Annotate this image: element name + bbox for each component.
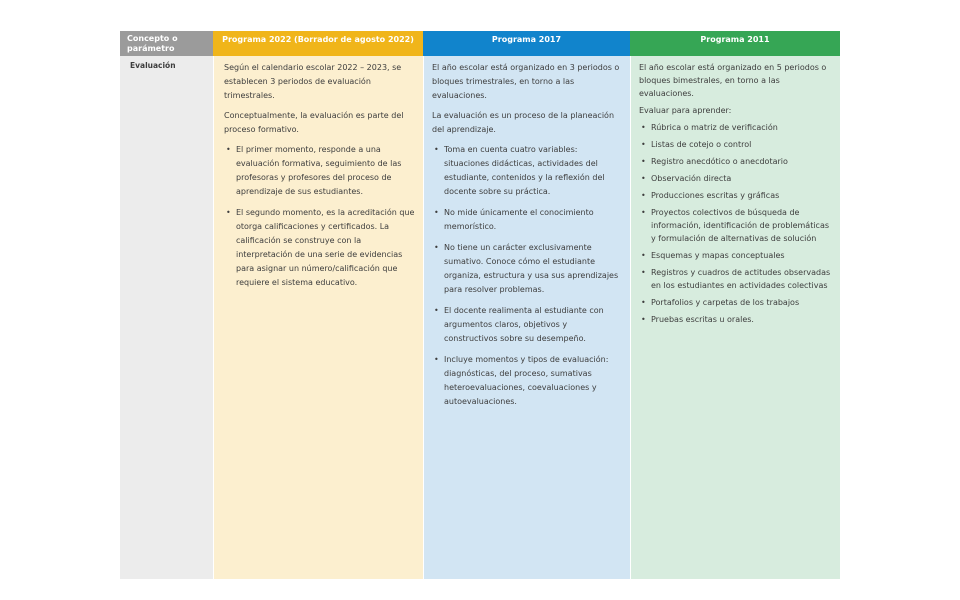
header-programa-2017: Programa 2017 (423, 31, 630, 56)
p2011-bullet: • Observación directa (639, 172, 832, 185)
row-label: Evaluación (130, 61, 176, 70)
cell-programa-2017 (423, 56, 630, 579)
p2017-bullet: • No tiene un carácter exclusivamente sumativo. Conoce cómo el estudiante organiza, estructura y usa sus aprendizajes para resolver problemas. (432, 241, 620, 297)
p2017-paragraph: La evaluación es un proceso de la planeación del aprendizaje. (432, 111, 615, 134)
header-programa-2011: Programa 2011 (630, 31, 840, 56)
p2011-bullet: • Proyectos colectivos de búsqueda de información, identificación de problemáticas y formulación de alternativas de solución (639, 206, 832, 245)
comparison-table (120, 31, 840, 579)
p2017-bullet: • No mide únicamente el conocimiento memorístico. (432, 206, 620, 234)
header-programa-2022: Programa 2022 (Borrador de agosto 2022) (213, 31, 423, 56)
p2011-bullet: • Portafolios y carpetas de los trabajos (639, 296, 832, 309)
p2022-bullet: • El segundo momento, es la acreditación que otorga calificaciones y certificados. La calificación se construye con la interpretación de una serie de evidencias para asignar un número/calificación que requiere el sistema educativo. (224, 206, 415, 290)
row-evaluacion (120, 56, 840, 579)
p2017-bullet: • Incluye momentos y tipos de evaluación: diagnósticas, del proceso, sumativas heteroevaluaciones, coevaluaciones y autoevaluaciones. (432, 353, 620, 409)
cell-concepto (120, 56, 213, 579)
p2017-bullet: • El docente realimenta al estudiante con argumentos claros, objetivos y constructivos sobre su desempeño. (432, 304, 620, 346)
p2011-bullet: • Esquemas y mapas conceptuales (639, 249, 832, 262)
p2011-bullet: • Pruebas escritas u orales. (639, 313, 832, 326)
p2011-bullet: • Registros y cuadros de actitudes observadas en los estudiantes en actividades colectivas (639, 266, 832, 292)
header-row (120, 31, 840, 56)
p2011-paragraph: Evaluar para aprender: (639, 106, 732, 115)
p2022-paragraph: Según el calendario escolar 2022 – 2023, se establecen 3 periodos de evaluación trimestrales. (224, 63, 402, 100)
p2011-bullet: • Registro anecdótico o anecdotario (639, 155, 832, 168)
cell-programa-2011 (630, 56, 840, 579)
p2011-paragraph: El año escolar está organizado en 5 periodos o bloques bimestrales, en torno a las evaluaciones. (639, 63, 827, 98)
cell-programa-2022 (213, 56, 423, 579)
p2011-bullet: • Listas de cotejo o control (639, 138, 832, 151)
p2017-paragraph: El año escolar está organizado en 3 periodos o bloques trimestrales, en torno a las evaluaciones. (432, 63, 620, 100)
p2011-bullet: • Producciones escritas y gráficas (639, 189, 832, 202)
header-concepto: Concepto o parámetro (120, 31, 213, 56)
p2022-bullet: • El primer momento, responde a una evaluación formativa, seguimiento de las profesoras y profesores del proceso de aprendizaje de sus estudiantes. (224, 143, 415, 199)
p2017-bullet: • Toma en cuenta cuatro variables: situaciones didácticas, actividades del estudiante, contenidos y la reflexión del docente sobre su práctica. (432, 143, 620, 199)
p2011-bullet: • Rúbrica o matriz de verificación (639, 121, 832, 134)
p2022-paragraph: Conceptualmente, la evaluación es parte del proceso formativo. (224, 111, 404, 134)
